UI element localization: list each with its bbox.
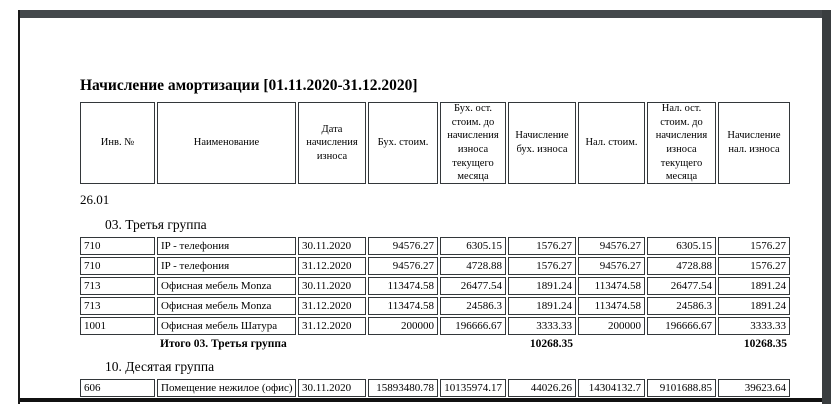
cell: 1576.27: [718, 257, 790, 275]
column-header: Начисление бух. износа: [508, 102, 576, 184]
depreciation-report: [80, 77, 794, 397]
cell: 196666.67: [647, 317, 716, 335]
cell: 1001: [80, 317, 155, 335]
column-header: Инв. №: [80, 102, 155, 184]
cell: 1891.24: [718, 297, 790, 315]
report-page[interactable]: [20, 18, 822, 398]
group-total-row: [80, 338, 794, 350]
cell: 710: [80, 257, 155, 275]
cell: 31.12.2020: [298, 317, 366, 335]
cell: 30.11.2020: [298, 379, 366, 397]
cell: 9101688.85: [647, 379, 716, 397]
group-rows: [80, 379, 794, 397]
cell: 26477.54: [647, 277, 716, 295]
cell: 31.12.2020: [298, 257, 366, 275]
column-header: Нал. ост. стоим. до начисления износа текущего месяца: [647, 102, 716, 184]
table-row: [80, 257, 794, 275]
cell: 94576.27: [578, 237, 645, 255]
table-groups: [80, 217, 794, 397]
cell: 4728.88: [647, 257, 716, 275]
account-code: 26.01: [80, 192, 110, 207]
group-total-nal-iznos: 10268.35: [743, 338, 787, 350]
group-heading: 03. Третья группа: [105, 217, 207, 232]
cell: 1576.27: [508, 257, 576, 275]
column-header: Дата начисления износа: [298, 102, 366, 184]
cell: 1891.24: [718, 277, 790, 295]
column-header: Нал. стоим.: [578, 102, 645, 184]
window-right-border: [822, 10, 831, 404]
cell: 30.11.2020: [298, 277, 366, 295]
table-header-row: [80, 102, 794, 184]
cell: IP - телефония: [157, 257, 296, 275]
group-total-label: Итого 03. Третья группа: [160, 338, 287, 350]
group-total-buh-iznos: 10268.35: [529, 338, 573, 350]
cell: 200000: [578, 317, 645, 335]
cell: Офисная мебель Шатура: [157, 317, 296, 335]
cell: 30.11.2020: [298, 237, 366, 255]
cell: 6305.15: [647, 237, 716, 255]
cell: 196666.67: [440, 317, 506, 335]
table-group: [80, 359, 794, 397]
cell: 1576.27: [718, 237, 790, 255]
column-header: Бух. стоим.: [368, 102, 438, 184]
table-group: [80, 217, 794, 350]
cell: 113474.58: [578, 277, 645, 295]
table-row: [80, 317, 794, 335]
table-row: [80, 379, 794, 397]
table-row: [80, 297, 794, 315]
cell: 24586.3: [647, 297, 716, 315]
cell: 15893480.78: [368, 379, 438, 397]
cell: 606: [80, 379, 155, 397]
column-header: Наименование: [157, 102, 296, 184]
table-row: [80, 277, 794, 295]
cell: 24586.3: [440, 297, 506, 315]
column-header: Бух. ост. стоим. до начисления износа текущего месяца: [440, 102, 506, 184]
cell: 10135974.17: [440, 379, 506, 397]
cell: 94576.27: [368, 257, 438, 275]
cell: 713: [80, 277, 155, 295]
cell: 1891.24: [508, 277, 576, 295]
cell: 3333.33: [508, 317, 576, 335]
cell: 113474.58: [368, 297, 438, 315]
cell: 39623.64: [718, 379, 790, 397]
cell: 1576.27: [508, 237, 576, 255]
column-header: Начисление нал. износа: [718, 102, 790, 184]
cell: 94576.27: [578, 257, 645, 275]
cell: 1891.24: [508, 297, 576, 315]
cell: Офисная мебель Monza: [157, 277, 296, 295]
cell: 26477.54: [440, 277, 506, 295]
group-rows: [80, 237, 794, 335]
cell: Офисная мебель Monza: [157, 297, 296, 315]
cell: 14304132.7: [578, 379, 645, 397]
cell: 94576.27: [368, 237, 438, 255]
cell: IP - телефония: [157, 237, 296, 255]
cell: 3333.33: [718, 317, 790, 335]
cell: 113474.58: [368, 277, 438, 295]
group-heading: 10. Десятая группа: [105, 359, 215, 374]
cell: 200000: [368, 317, 438, 335]
cell: 44026.26: [508, 379, 576, 397]
cell: 4728.88: [440, 257, 506, 275]
window-bottom-border: [20, 398, 822, 402]
cell: 113474.58: [578, 297, 645, 315]
cell: Помещение нежилое (офис): [157, 379, 296, 397]
cell: 713: [80, 297, 155, 315]
cell: 710: [80, 237, 155, 255]
window-top-bar: [18, 10, 831, 18]
cell: 6305.15: [440, 237, 506, 255]
cell: 31.12.2020: [298, 297, 366, 315]
report-title: Начисление амортизации [01.11.2020-31.12.2020]: [80, 77, 418, 94]
table-row: [80, 237, 794, 255]
